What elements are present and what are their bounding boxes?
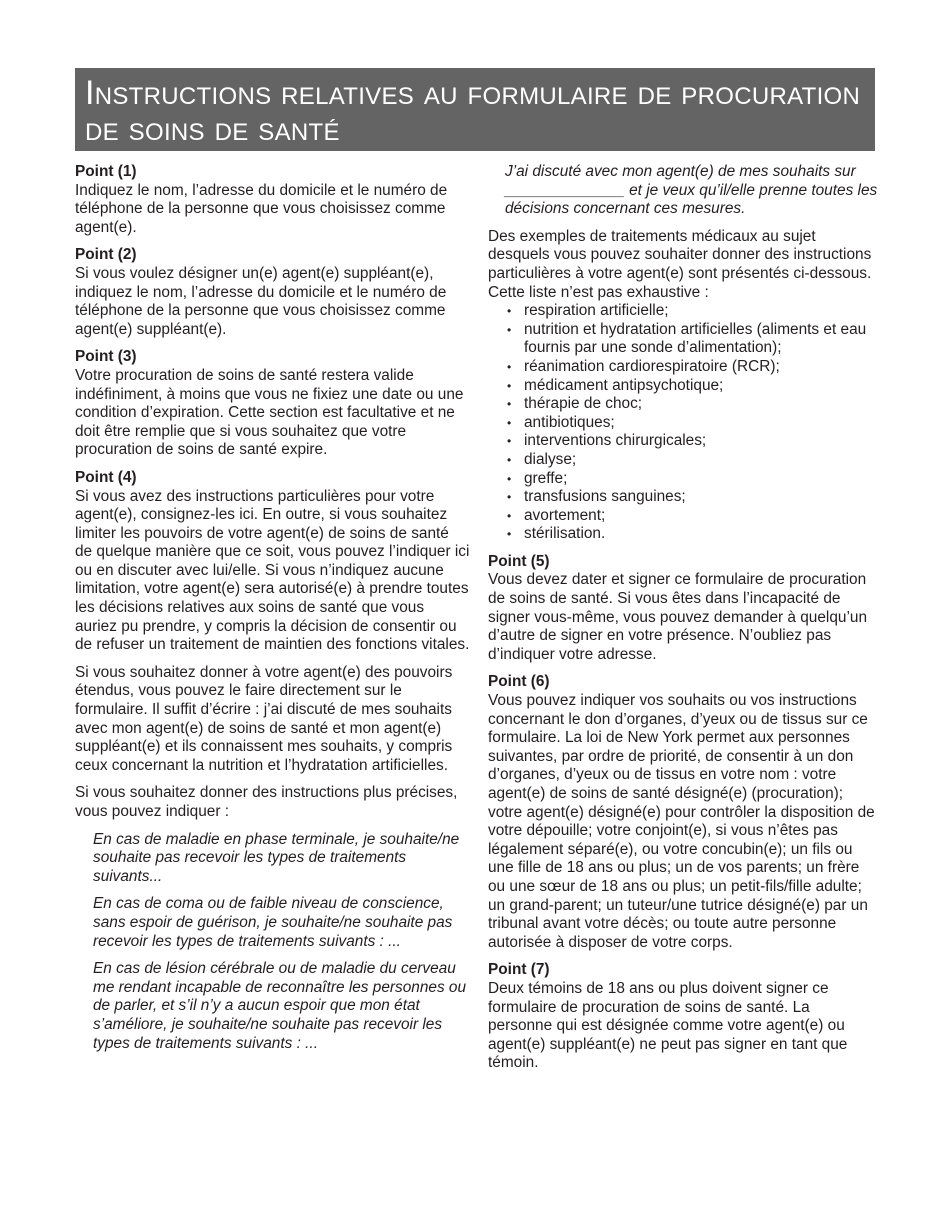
list-item: • antibiotiques; (488, 414, 878, 433)
point-text: Deux témoins de 18 ans ou plus doivent signer ce formulaire de procuration de soins de santé. La personne qui est désignée comme votre agent(e) ou agent(e) suppléant(e) ne peut pas signer en tant que témoin. (488, 979, 848, 1072)
example-quote-brain: En cas de lésion cérébrale ou de maladie du cerveau me rendant incapable de reconnaître les personnes ou de parler, et s’il n’y a aucun espoir que mon état s’améliore, je souhaite/ne souhaite pas recevoir les types de traitements suivants : ... (93, 960, 467, 1052)
list-item: • réanimation cardiorespiratoire (RCR); (488, 358, 878, 377)
point-heading: Point (7) (488, 961, 550, 979)
left-column (75, 163, 470, 1062)
point-5 (488, 553, 878, 665)
point-heading: Point (5) (488, 552, 550, 570)
point-text: Indiquez le nom, l’adresse du domicile et le numéro de téléphone de la personne que vous choisissez comme agent(e). (75, 181, 448, 236)
list-item: • respiration artificielle; (488, 302, 878, 321)
example-quote-coma: En cas de coma ou de faible niveau de conscience, sans espoir de guérison, je souhaite/ne souhaite pas recevoir les types de traitements suivants : ... (93, 895, 453, 950)
list-item: • transfusions sanguines; (488, 488, 878, 507)
point-3 (75, 348, 470, 460)
treatment-examples-intro: Des exemples de traitements médicaux au sujet desquels vous pouvez souhaiter donner des instructions particulières à votre agent(e) sont présentés ci-dessous. Cette liste n’est pas exhaustive : (488, 227, 872, 301)
point-text: Votre procuration de soins de santé restera valide indéfiniment, à moins que vous ne fixiez une date ou une condition d’expiration. Cette section est facultative et ne doit être remplie que si vous souhaitez que votre procuration de soins de santé expire. (75, 366, 464, 459)
point-heading: Point (1) (75, 163, 137, 180)
point-1 (75, 163, 470, 237)
point-heading: Point (2) (75, 246, 137, 264)
list-item: • thérapie de choc; (488, 395, 878, 414)
list-item: • greffe; (488, 470, 878, 489)
title-banner (75, 68, 875, 151)
point-text: Si vous voulez désigner un(e) agent(e) suppléant(e), indiquez le nom, l’adresse du domicile et le numéro de téléphone de la personne que vous choisissez comme agent(e) suppléant(e). (75, 264, 447, 338)
example-quote-terminal: En cas de maladie en phase terminale, je souhaite/ne souhaite pas recevoir les types de traitements suivants... (93, 830, 460, 885)
list-item: • stérilisation. (488, 525, 878, 544)
point-text: Vous devez dater et signer ce formulaire de procuration de soins de santé. Si vous êtes dans l’incapacité de signer vous-même, vous pouvez demander à quelqu’un d’autre de signer en votre présence. N’oubliez pas d’indiquer votre adresse. (488, 571, 868, 663)
list-item: • avortement; (488, 507, 878, 526)
list-item: • interventions chirurgicales; (488, 432, 878, 451)
example-quote-discussed: J’ai discuté avec mon agent(e) de mes souhaits sur ______________ et je veux qu’il/elle prenne toutes les décisions concernant ces mesures. (505, 163, 878, 218)
point-heading: Point (4) (75, 468, 137, 486)
point-6 (488, 673, 878, 952)
point-text: Vous pouvez indiquer vos souhaits ou vos instructions concernant le don d’organes, d’yeux ou de tissus sur ce formulaire. La loi de New York permet aux personnes suivantes, par ordre de priorité, de consentir à un don d’organes, d’yeux ou de tissus en votre nom : votre agent(e) de soins de santé désigné(e) (procuration); votre agent(e) désigné(e) pour contrôler la disposition de votre dépouille; votre conjoint(e), si vous n’êtes pas légalement séparé(e), ou votre concubin(e); un fils ou une fille de 18 ans ou plus; un de vos parents; un frère ou une sœur de 18 ans ou plus; un petit-fils/fille adulte; un grand-parent; un tuteur/une tutrice désigné(e) par un tribunal avant votre décès; ou toute autre personne autorisée à disposer de votre corps. (488, 692, 875, 951)
list-item: • médicament antipsychotique; (488, 377, 878, 396)
treatment-list (488, 302, 878, 544)
list-item: • nutrition et hydratation artificielles (aliments et eau fournis par une sonde d’alimentation); (488, 321, 878, 358)
list-item: • dialyse; (488, 451, 878, 470)
point-7 (488, 961, 878, 1073)
point-text: Si vous avez des instructions particulières pour votre agent(e), consignez-les ici. En outre, si vous souhaitez limiter les pouvoirs de votre agent(e) de soins de santé de quelque manière que ce soit, vous pouvez l’indiquer ici ou en discuter avec lui/elle. Si vous n’indiquez aucune limitation, votre agent(e) sera autorisé(e) à prendre toutes les décisions relatives aux soins de santé que vous auriez pu prendre, y compris la décision de consentir ou de refuser un traitement de maintien des fonctions vitales. (75, 487, 470, 654)
point-2 (75, 246, 470, 339)
page-title: Instructions relatives au formulaire de procuration de soins de santé (85, 74, 861, 148)
point-heading: Point (6) (488, 673, 550, 691)
broad-powers-paragraph: Si vous souhaitez donner à votre agent(e) des pouvoirs étendus, vous pouvez le faire directement sur le formulaire. Il suffit d’écrire : j’ai discuté de mes souhaits avec mon agent(e) de soins de santé et mon agent(e) suppléant(e) et ils connaissent mes souhaits, y compris ceux concernant la nutrition et l’hydratation artificielles. (75, 663, 453, 774)
precise-instructions-paragraph: Si vous souhaitez donner des instructions plus précises, vous pouvez indiquer : (75, 784, 458, 820)
point-4 (75, 469, 470, 655)
point-heading: Point (3) (75, 348, 137, 366)
right-column (488, 163, 878, 1082)
